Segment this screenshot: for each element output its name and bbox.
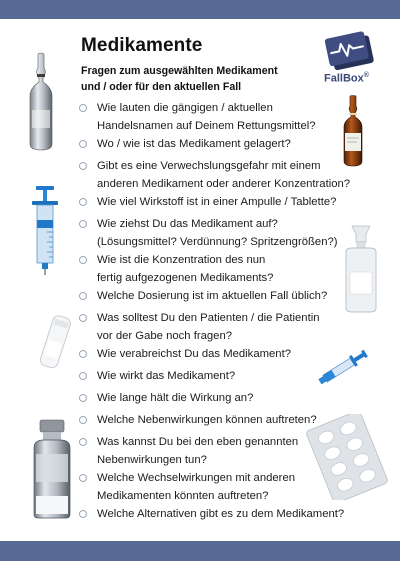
subtitle-line-2: und / oder für den aktuellen Fall	[81, 81, 242, 93]
question-line-1: Welche Nebenwirkungen können auftreten?	[97, 414, 317, 426]
question-line-1: Wie viel Wirkstoff ist in einer Ampulle / Tablette?	[97, 196, 337, 208]
bullet-icon	[79, 256, 87, 264]
top-band	[0, 0, 400, 19]
page-subtitle	[81, 63, 301, 95]
question-line-2: vor der Gabe noch fragen?	[97, 330, 233, 342]
powder-vial-icon	[33, 312, 79, 374]
question-line-1: Wie ziehst Du das Medikament auf?	[97, 218, 278, 230]
question-line-1: Gibt es eine Verwechslungsgefahr mit einem	[97, 160, 321, 172]
bullet-icon	[79, 104, 87, 112]
bullet-icon	[79, 350, 87, 358]
blister-pack-icon	[306, 414, 388, 500]
question-line-1: Welche Wechselwirkungen mit anderen	[97, 472, 296, 484]
bullet-icon	[79, 394, 87, 402]
logo-mark: ®	[363, 72, 369, 79]
fallbox-logo	[324, 72, 369, 85]
subtitle-line-1: Fragen zum ausgewählten Medikament	[81, 65, 278, 77]
question-line-1: Welche Alternativen gibt es zu dem Medikament?	[97, 508, 345, 520]
bullet-icon	[79, 162, 87, 170]
small-syringe-icon	[312, 345, 372, 391]
question-line-1: Wie wirkt das Medikament?	[97, 370, 236, 382]
question-line-2: Nebenwirkungen tun?	[97, 454, 207, 466]
bullet-icon	[79, 314, 87, 322]
bullet-icon	[79, 510, 87, 518]
question-line-2: (Lösungsmittel? Verdünnung? Spritzengrößen?)	[97, 236, 338, 248]
dry-substance-vial-icon	[28, 418, 76, 520]
blue-syringe-icon	[30, 184, 60, 276]
question-line-2: Handelsnamen auf Deinem Rettungsmittel?	[97, 120, 316, 132]
bullet-icon	[79, 220, 87, 228]
brown-ampoule-icon	[340, 95, 366, 167]
question-line-1: Was kannst Du bei den eben genannten	[97, 436, 299, 448]
question-line-1: Wo / wie ist das Medikament gelagert?	[97, 138, 291, 150]
bullet-icon	[79, 474, 87, 482]
bullet-icon	[79, 416, 87, 424]
question-line-1: Wie verabreichst Du das Medikament?	[97, 348, 292, 360]
bullet-icon	[79, 438, 87, 446]
page-title: Medikamente	[81, 35, 203, 56]
question-line-1: Was solltest Du den Patienten / die Patientin	[97, 312, 320, 324]
bullet-icon	[79, 292, 87, 300]
question-line-1: Wie ist die Konzentration des nun	[97, 254, 266, 266]
clear-ampoule-icon	[26, 52, 56, 152]
bullet-icon	[79, 372, 87, 380]
plastic-ampoule-icon	[338, 224, 384, 314]
question-line-2: fertig aufgezogenen Medikaments?	[97, 272, 274, 284]
question-line-2: Medikamenten könnten auftreten?	[97, 490, 269, 502]
question-line-2: anderen Medikament oder anderer Konzentration?	[97, 178, 351, 190]
question-line-1: Wie lange hält die Wirkung an?	[97, 392, 254, 404]
bullet-icon	[79, 198, 87, 206]
logo-name: FallBox	[324, 72, 364, 85]
question-line-1: Wie lauten die gängigen / aktuellen	[97, 102, 273, 114]
question-line-1: Welche Dosierung ist im aktuellen Fall üblich?	[97, 290, 328, 302]
bullet-icon	[79, 140, 87, 148]
bottom-band	[0, 541, 400, 561]
